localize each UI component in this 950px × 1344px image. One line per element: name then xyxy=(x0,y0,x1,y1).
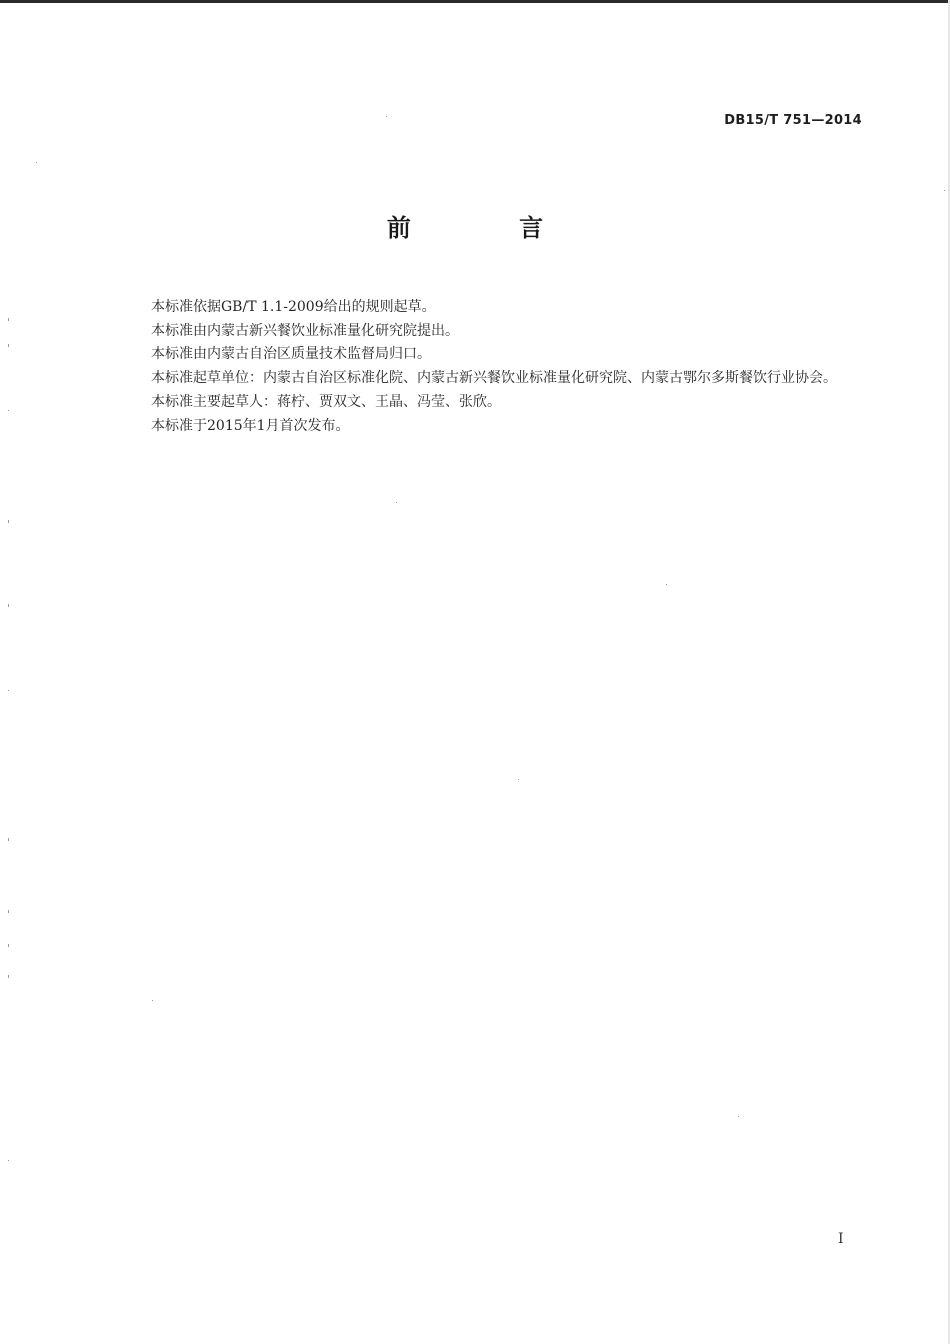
page-number: I xyxy=(838,1231,844,1247)
scan-speck xyxy=(8,838,9,841)
scan-speck xyxy=(518,779,519,780)
preface-paragraph: 本标准起草单位：内蒙古自治区标准化院、内蒙古新兴餐饮业标准量化研究院、内蒙古鄂尔多斯餐饮行业协会。 xyxy=(151,370,837,387)
scan-top-edge xyxy=(0,0,950,3)
scan-speck xyxy=(738,1116,739,1117)
preface-paragraph: 本标准由内蒙古新兴餐饮业标准量化研究院提出。 xyxy=(151,322,459,339)
preface-paragraph: 本标准由内蒙古自治区质量技术监督局归口。 xyxy=(151,346,431,363)
section-title: 前 言 xyxy=(386,214,594,242)
document-number: DB15/T 751—2014 xyxy=(724,113,862,128)
scan-speck xyxy=(386,116,387,117)
scan-speck xyxy=(8,944,9,947)
scan-speck xyxy=(396,502,397,503)
preface-paragraph: 本标准于2015年1月首次发布。 xyxy=(151,417,350,434)
scan-speck xyxy=(8,1160,9,1161)
preface-paragraph: 本标准主要起草人：蒋柠、贾双文、王晶、冯莹、张欣。 xyxy=(151,393,501,410)
scan-speck xyxy=(8,604,9,607)
scan-speck xyxy=(8,344,9,347)
scan-speck xyxy=(666,584,667,585)
scan-speck xyxy=(8,318,9,321)
preface-body xyxy=(119,296,864,438)
preface-paragraph: 本标准依据GB/T 1.1-2009给出的规则起草。 xyxy=(151,299,436,315)
scan-speck xyxy=(152,1000,153,1001)
scan-speck xyxy=(8,520,9,523)
scan-speck xyxy=(944,190,945,191)
scan-speck xyxy=(8,975,9,978)
scan-speck xyxy=(36,162,37,163)
scan-speck xyxy=(8,690,9,691)
scan-speck xyxy=(8,910,9,913)
scan-speck xyxy=(8,410,9,411)
